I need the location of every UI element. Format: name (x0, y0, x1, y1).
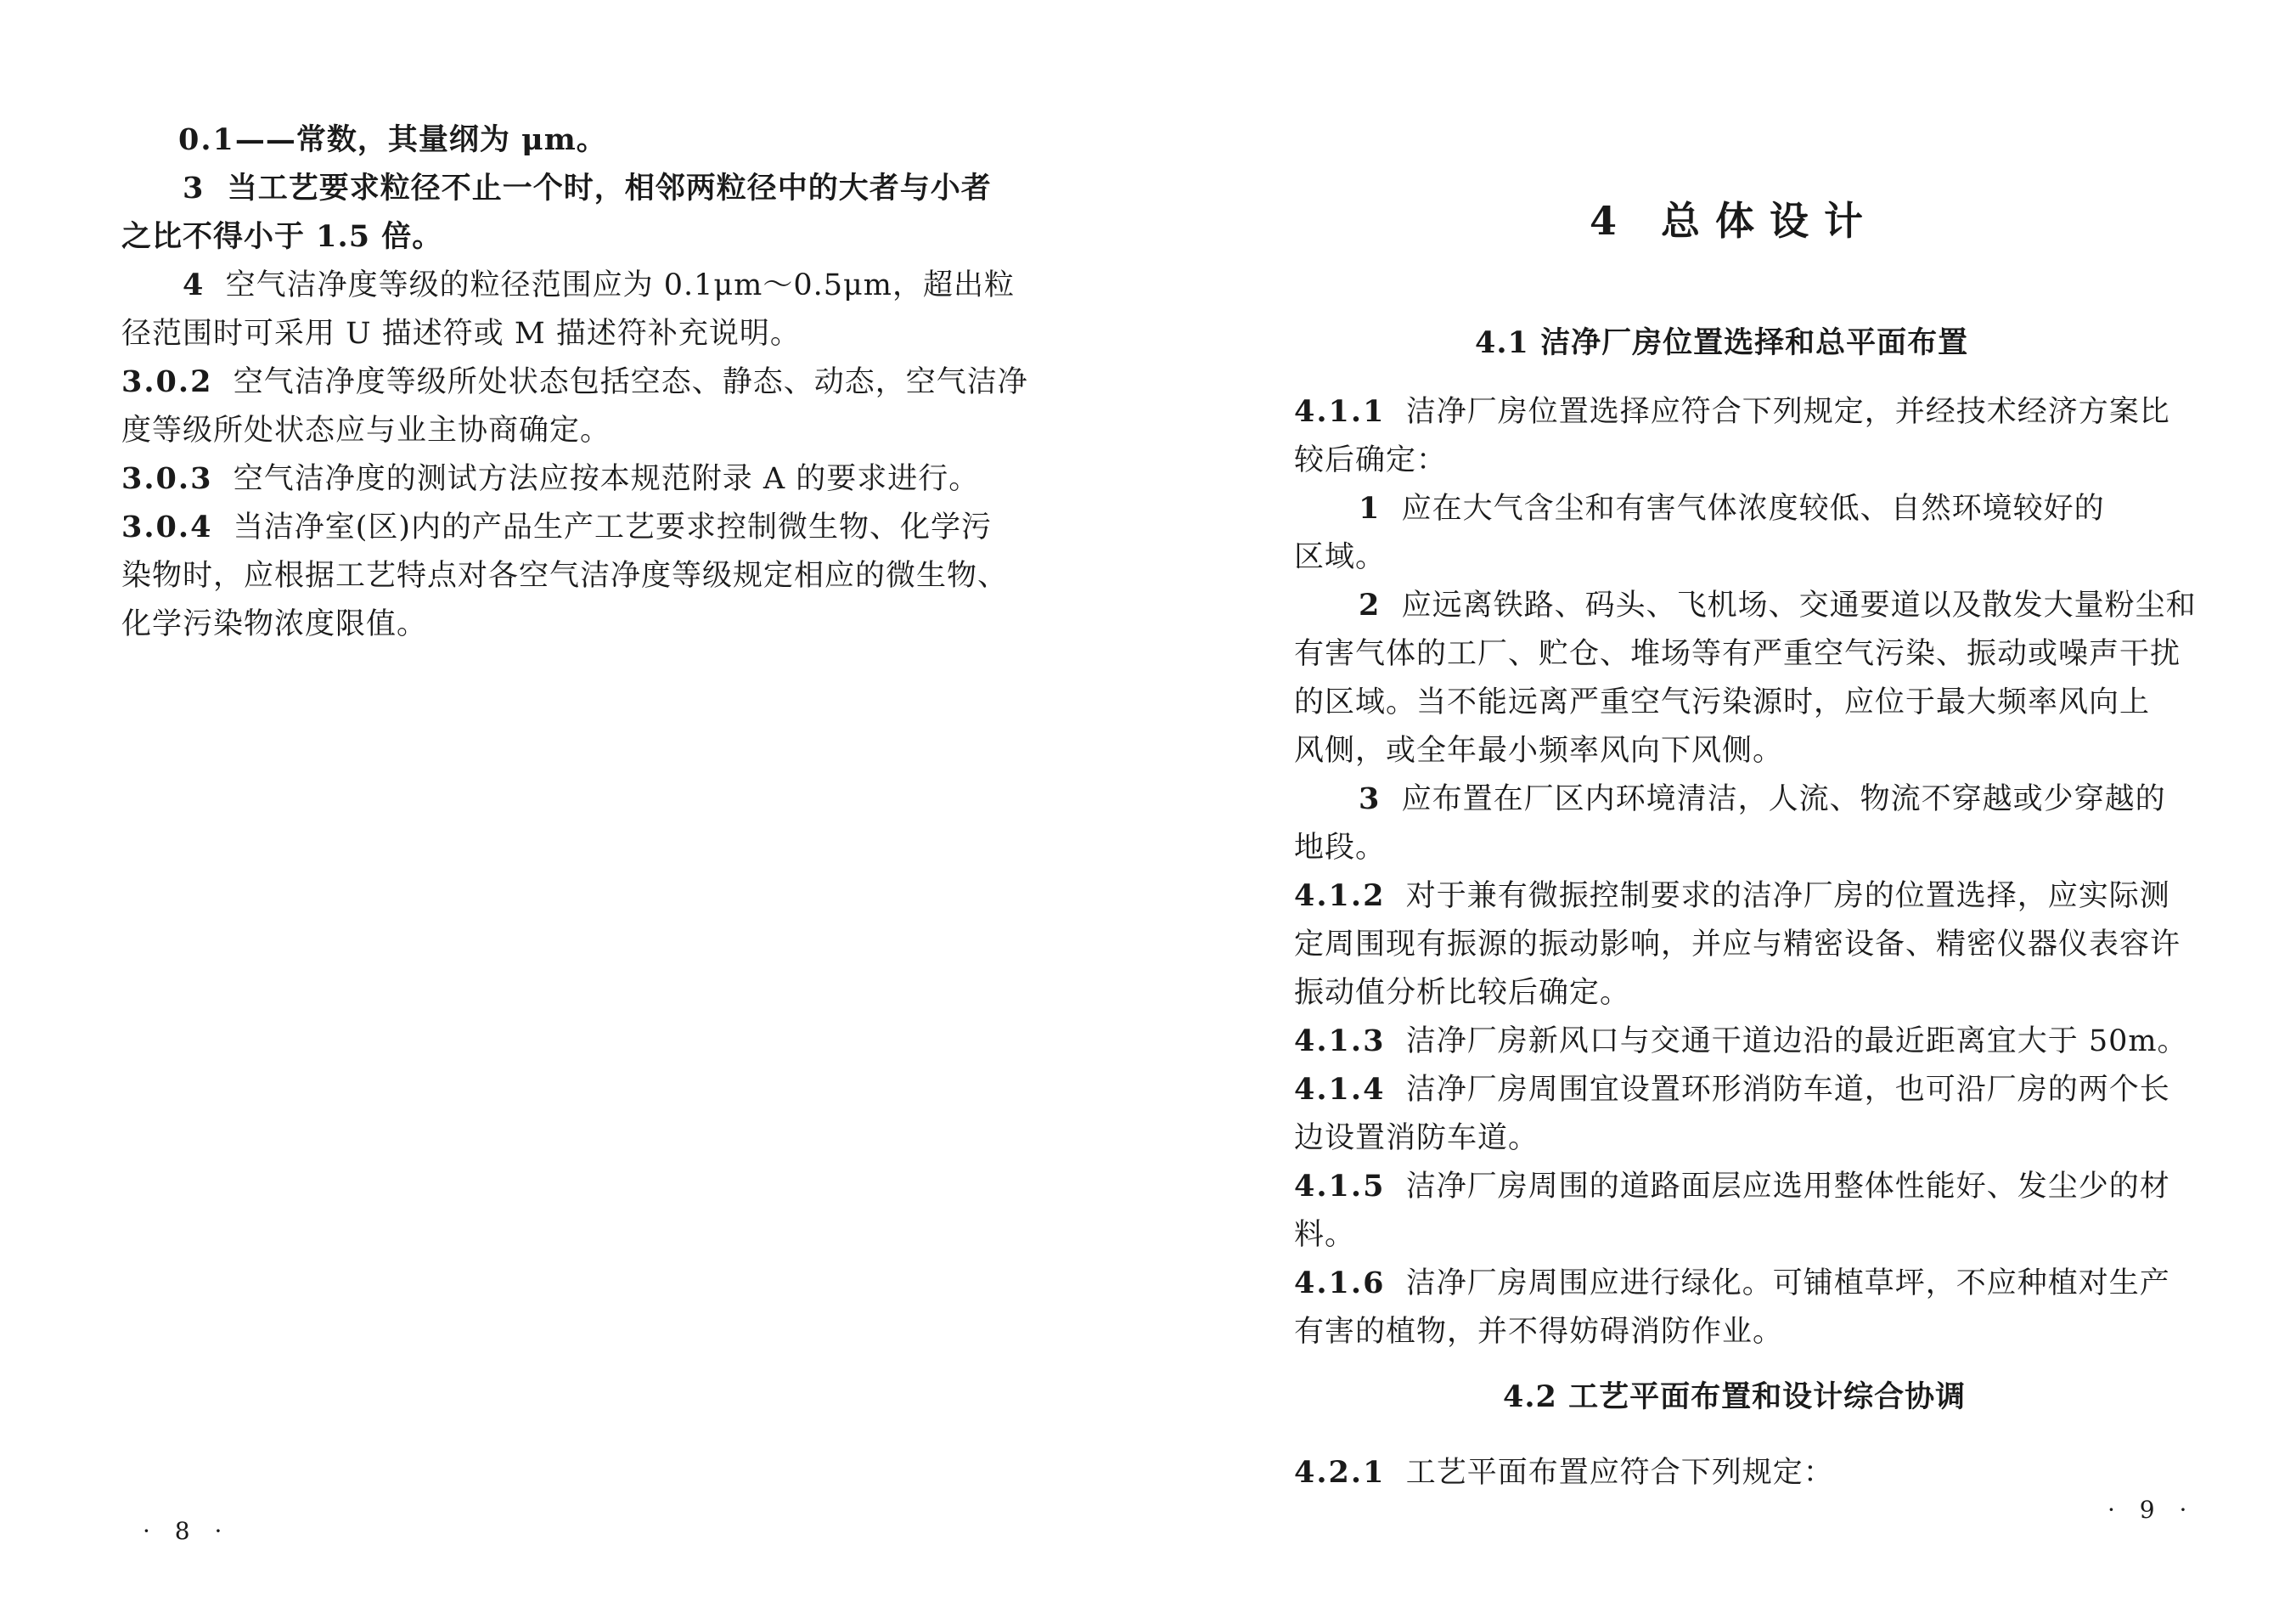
clause-4-1-6: 4.1.6 洁净厂房周围应进行绿化。可铺植草坪，不应种植对生产 (1294, 1266, 2170, 1300)
text-line: 1 应在大气含尘和有害气体浓度较低、自然环境较好的 (1359, 491, 2105, 526)
section-title-4-2: 4.2 工艺平面布置和设计综合协调 (1503, 1379, 1967, 1414)
text-line: 之比不得小于 1.5 倍。 (121, 219, 443, 254)
clause-4-1-4: 4.1.4 洁净厂房周围宜设置环形消防车道，也可沿厂房的两个长 (1294, 1072, 2170, 1107)
text-line: 定周围现有振源的振动影响，并应与精密设备、精密仪器仪表容许 (1294, 928, 2181, 961)
clause-4-1-5: 4.1.5 洁净厂房周围的道路面层应选用整体性能好、发尘少的材 (1294, 1169, 2170, 1204)
text-line: 边设置消防车道。 (1294, 1121, 1539, 1155)
text-line: 料。 (1294, 1218, 1356, 1252)
text-line: 4 空气洁净度等级的粒径范围应为 0.1μm～0.5μm，超出粒 (183, 268, 1015, 302)
text-line: 染物时，应根据工艺特点对各空气洁净度等级规定相应的微生物、 (121, 559, 1009, 593)
text-line: 2 应远离铁路、码头、飞机场、交通要道以及散发大量粉尘和 (1359, 588, 2197, 623)
text-line: 有害的植物，并不得妨碍消防作业。 (1294, 1315, 1784, 1349)
clause-3-0-3: 3.0.3 空气洁净度的测试方法应按本规范附录 A 的要求进行。 (121, 461, 980, 496)
right-page (1148, 0, 2296, 1624)
chapter-title: 4 总体设计 (1590, 198, 1879, 244)
text-line: 地段。 (1294, 831, 1387, 865)
text-line: 度等级所处状态应与业主协商确定。 (121, 414, 611, 448)
text-line: 0.1——常数，其量纲为 μm。 (178, 122, 607, 157)
section-title-4-1: 4.1 洁净厂房位置选择和总平面布置 (1475, 325, 1969, 360)
page-number: · 8 · (143, 1517, 231, 1545)
page-number: · 9 · (2107, 1496, 2196, 1524)
text-line: 振动值分析比较后确定。 (1294, 976, 1631, 1010)
clause-4-1-1: 4.1.1 洁净厂房位置选择应符合下列规定，并经技术经济方案比 (1294, 394, 2170, 429)
text-line: 风侧，或全年最小频率风向下风侧。 (1294, 734, 1784, 768)
text-line: 有害气体的工厂、贮仓、堆场等有严重空气污染、振动或噪声干扰 (1294, 637, 2181, 671)
text-line: 较后确定： (1294, 443, 1448, 477)
text-line: 径范围时可采用 U 描述符或 M 描述符补充说明。 (121, 317, 801, 351)
clause-3-0-4: 3.0.4 当洁净室(区)内的产品生产工艺要求控制微生物、化学污 (121, 510, 993, 544)
text-line: 的区域。当不能远离严重空气污染源时，应位于最大频率风向上 (1294, 685, 2151, 719)
text-line: 3 应布置在厂区内环境清洁，人流、物流不穿越或少穿越的 (1359, 781, 2166, 816)
text-line: 化学污染物浓度限值。 (121, 607, 428, 641)
clause-4-1-2: 4.1.2 对于兼有微振控制要求的洁净厂房的位置选择，应实际测 (1294, 878, 2170, 913)
text-line: 区域。 (1294, 540, 1387, 574)
clause-4-2-1: 4.2.1 工艺平面布置应符合下列规定： (1294, 1455, 1834, 1490)
clause-3-0-2: 3.0.2 空气洁净度等级所处状态包括空态、静态、动态，空气洁净 (121, 364, 1028, 399)
clause-4-1-3: 4.1.3 洁净厂房新风口与交通干道边沿的最近距离宜大于 50m。 (1294, 1023, 2188, 1058)
text-line: 3 当工艺要求粒径不止一个时，相邻两粒径中的大者与小者 (183, 171, 992, 206)
